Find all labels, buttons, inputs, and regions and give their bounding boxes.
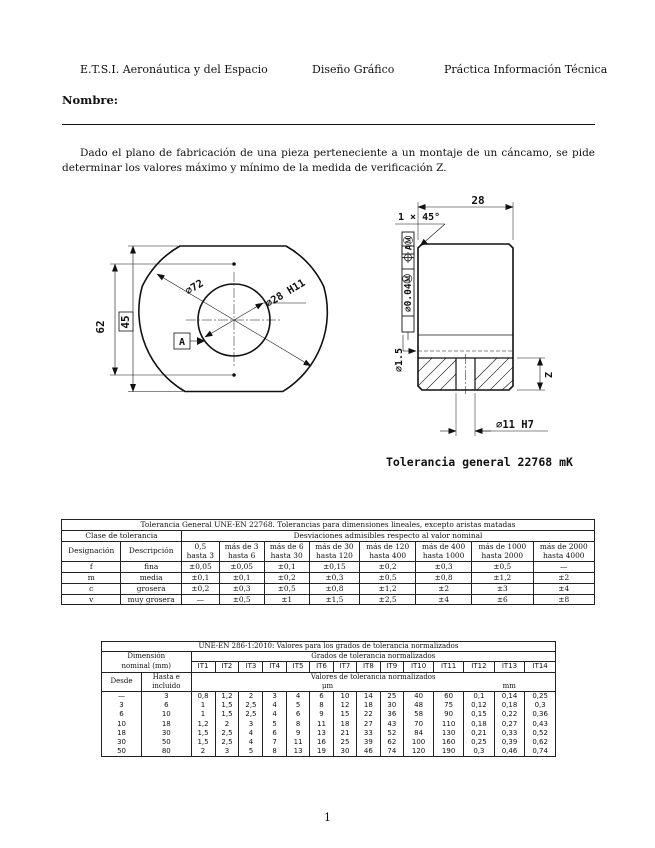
table-cell: 0,12 bbox=[464, 701, 495, 710]
range-from: más de 30 bbox=[315, 541, 354, 551]
table-cell: 0,39 bbox=[494, 738, 525, 747]
grade-header: IT2 bbox=[215, 662, 239, 672]
range-from: 0,5 bbox=[194, 541, 207, 551]
table-cell: 2 bbox=[239, 692, 263, 702]
table-cell: 9 bbox=[286, 729, 309, 738]
table-cell: — bbox=[533, 562, 595, 573]
table1-range-header bbox=[360, 541, 416, 562]
table-cell: ±2 bbox=[416, 583, 472, 594]
table-cell: 6 bbox=[310, 692, 333, 702]
table-row bbox=[102, 692, 556, 702]
grade-header: IT1 bbox=[191, 662, 215, 672]
table-cell: 30 bbox=[142, 729, 192, 738]
table-cell: 3 bbox=[142, 692, 192, 702]
table-cell: 1,2 bbox=[191, 720, 215, 729]
table-cell: 110 bbox=[434, 720, 464, 729]
header-practice: Práctica Información Técnica bbox=[444, 63, 608, 76]
table-cell: 100 bbox=[404, 738, 434, 747]
range-from: más de 400 bbox=[422, 541, 466, 551]
table-cell: ±1,5 bbox=[309, 594, 359, 605]
table-cell: 36 bbox=[380, 710, 403, 719]
dim-62-label: 62 bbox=[94, 320, 107, 334]
gtol-tolerance: ⌀0.04Ⓜ bbox=[403, 273, 414, 313]
table-cell: 5 bbox=[239, 747, 263, 757]
table-cell: 27 bbox=[357, 720, 380, 729]
table-cell: media bbox=[121, 572, 182, 583]
table-cell: ±0,1 bbox=[182, 572, 220, 583]
table-cell: 2,5 bbox=[239, 710, 263, 719]
table-cell: 25 bbox=[333, 738, 356, 747]
table1-col-descripcion: Descripción bbox=[121, 541, 182, 562]
table-cell: m bbox=[62, 572, 121, 583]
front-view bbox=[110, 246, 327, 392]
table-cell: 10 bbox=[142, 710, 192, 719]
table-cell: 0,36 bbox=[525, 710, 556, 719]
range-from: más de 1000 bbox=[478, 541, 527, 551]
dim-45-label: 45 bbox=[119, 315, 132, 329]
table-cell: ±0,5 bbox=[219, 594, 264, 605]
table1-title: Tolerancia General UNE-EN 22768. Tolerancias para dimensiones lineales, excepto aristas matadas bbox=[62, 520, 595, 531]
table-cell: 19 bbox=[310, 747, 333, 757]
range-to: hasta 3 bbox=[186, 551, 215, 561]
table-row bbox=[102, 720, 556, 729]
table-cell: 6 bbox=[286, 710, 309, 719]
table-cell: 0,15 bbox=[464, 710, 495, 719]
table-cell: 1,5 bbox=[215, 710, 239, 719]
table-cell: 13 bbox=[286, 747, 309, 757]
table-cell: 2 bbox=[215, 720, 239, 729]
nombre-label: Nombre: bbox=[62, 93, 119, 107]
table-cell: 0,21 bbox=[464, 729, 495, 738]
table-cell: 4 bbox=[263, 710, 286, 719]
table-cell: — bbox=[102, 692, 142, 702]
table-cell: 52 bbox=[380, 729, 403, 738]
table-cell: c bbox=[62, 583, 121, 594]
table-cell: fina bbox=[121, 562, 182, 573]
range-to: hasta 120 bbox=[316, 551, 353, 561]
table2-title: UNE-EN 286-1:2010: Valores para los grados de tolerancia normalizados bbox=[102, 642, 556, 652]
table-cell: 4 bbox=[239, 729, 263, 738]
grade-header: IT12 bbox=[464, 662, 495, 672]
table-cell: 2,5 bbox=[239, 701, 263, 710]
table1-range-header bbox=[264, 541, 309, 562]
table2-unit-mm: mm bbox=[464, 682, 556, 692]
table-cell: ±0,8 bbox=[416, 572, 472, 583]
table-cell: 10 bbox=[333, 692, 356, 702]
table-row bbox=[102, 710, 556, 719]
range-to: hasta 6 bbox=[227, 551, 256, 561]
table-cell: 15 bbox=[333, 710, 356, 719]
range-to: hasta 4000 bbox=[543, 551, 585, 561]
table-cell: ±8 bbox=[533, 594, 595, 605]
table-cell: 14 bbox=[357, 692, 380, 702]
table-cell: ±2,5 bbox=[360, 594, 416, 605]
table1-desv-header: Desviaciones admisibles respecto al valor nominal bbox=[182, 530, 595, 541]
table-cell: ±0,1 bbox=[219, 572, 264, 583]
table-cell: 1,5 bbox=[191, 738, 215, 747]
grade-header: IT3 bbox=[239, 662, 263, 672]
table-cell: 30 bbox=[333, 747, 356, 757]
grade-header: IT7 bbox=[333, 662, 356, 672]
table-cell: 0,62 bbox=[525, 738, 556, 747]
table-cell: 33 bbox=[357, 729, 380, 738]
table-cell: ±4 bbox=[416, 594, 472, 605]
table-cell: 70 bbox=[404, 720, 434, 729]
table2-hasta-2: incluido bbox=[142, 682, 192, 692]
page-number: 1 bbox=[324, 811, 331, 824]
table-cell: ±2 bbox=[533, 572, 595, 583]
table-cell: 5 bbox=[286, 701, 309, 710]
table-cell: 60 bbox=[434, 692, 464, 702]
table-cell: 0,43 bbox=[525, 720, 556, 729]
table-cell: 9 bbox=[310, 710, 333, 719]
table1-range-header bbox=[182, 541, 220, 562]
table-cell: 13 bbox=[310, 729, 333, 738]
dim-28-label: 28 bbox=[471, 194, 485, 207]
table-cell: 0,18 bbox=[464, 720, 495, 729]
table-cell: 0,74 bbox=[525, 747, 556, 757]
grade-header: IT5 bbox=[286, 662, 309, 672]
range-to: hasta 1000 bbox=[422, 551, 465, 561]
range-to: hasta 30 bbox=[270, 551, 303, 561]
dim-phi28-label: ⌀28 H11 bbox=[263, 276, 308, 310]
table-cell: 6 bbox=[142, 701, 192, 710]
table2-dim-header-1: Dimensión bbox=[102, 652, 192, 662]
table-cell: 3 bbox=[239, 720, 263, 729]
table-cell: 48 bbox=[404, 701, 434, 710]
table-cell: f bbox=[62, 562, 121, 573]
range-to: hasta 400 bbox=[369, 551, 407, 561]
table-cell: 46 bbox=[357, 747, 380, 757]
table1-range-header bbox=[533, 541, 595, 562]
table-cell: ±0,2 bbox=[360, 562, 416, 573]
dim-phi72-label: ⌀72 bbox=[183, 277, 206, 298]
table-cell: ±3 bbox=[472, 583, 533, 594]
table2-grades-header: Grados de tolerancia normalizados bbox=[191, 652, 555, 662]
table-cell: 1,2 bbox=[215, 692, 239, 702]
table-cell: 8 bbox=[310, 701, 333, 710]
table-cell: ±0,2 bbox=[264, 572, 309, 583]
gtol-datum: AⓂ bbox=[404, 235, 415, 251]
table-row bbox=[62, 572, 595, 583]
table-cell: 40 bbox=[404, 692, 434, 702]
table-cell: 0,27 bbox=[494, 720, 525, 729]
table-cell: 6 bbox=[102, 710, 142, 719]
table-cell: 4 bbox=[263, 701, 286, 710]
table-cell: 3 bbox=[215, 747, 239, 757]
table1-col-designacion: Designación bbox=[62, 541, 121, 562]
table-cell: 18 bbox=[333, 720, 356, 729]
table-row bbox=[62, 583, 595, 594]
datum-a-label: A bbox=[178, 337, 186, 348]
table-cell: ±0,5 bbox=[472, 562, 533, 573]
grade-header: IT14 bbox=[525, 662, 556, 672]
table-cell: 4 bbox=[239, 738, 263, 747]
table-cell: 39 bbox=[357, 738, 380, 747]
table-cell: 3 bbox=[102, 701, 142, 710]
table-cell: 7 bbox=[263, 738, 286, 747]
table-cell: 25 bbox=[380, 692, 403, 702]
table-cell: ±1,2 bbox=[472, 572, 533, 583]
table2-valores-header: Valores de tolerancia normalizados bbox=[191, 672, 555, 682]
general-tolerance-note: Tolerancia general 22768 mK bbox=[386, 455, 573, 469]
table-cell: 1,5 bbox=[215, 701, 239, 710]
table1-clase-header: Clase de tolerancia bbox=[62, 530, 182, 541]
table-cell: 18 bbox=[102, 729, 142, 738]
grade-header: IT10 bbox=[404, 662, 434, 672]
table-cell: 4 bbox=[286, 692, 309, 702]
table-cell: ±4 bbox=[533, 583, 595, 594]
table-cell: ±0,5 bbox=[360, 572, 416, 583]
table-cell: ±0,05 bbox=[219, 562, 264, 573]
table-cell: 50 bbox=[102, 747, 142, 757]
table-cell: 62 bbox=[380, 738, 403, 747]
phi15-label: ⌀1.5 bbox=[394, 347, 405, 373]
table-cell: 0,33 bbox=[494, 729, 525, 738]
table-cell: muy grosera bbox=[121, 594, 182, 605]
table-cell: 58 bbox=[404, 710, 434, 719]
grade-header: IT9 bbox=[380, 662, 403, 672]
table-row bbox=[102, 738, 556, 747]
range-from: más de 3 bbox=[224, 541, 259, 551]
side-view bbox=[395, 202, 548, 436]
table-cell: 22 bbox=[357, 710, 380, 719]
table-cell: 21 bbox=[333, 729, 356, 738]
table-row bbox=[62, 594, 595, 605]
table-cell: 0,52 bbox=[525, 729, 556, 738]
table-cell: 2,5 bbox=[215, 729, 239, 738]
table-cell: 8 bbox=[263, 747, 286, 757]
table2-unit-um: μm bbox=[191, 682, 464, 692]
table2-dim-header-2: nominal (mm) bbox=[102, 662, 192, 672]
table-cell: 74 bbox=[380, 747, 403, 757]
table-cell: 0,22 bbox=[494, 710, 525, 719]
table-cell: 0,8 bbox=[191, 692, 215, 702]
table-cell: 0,18 bbox=[494, 701, 525, 710]
table-row bbox=[102, 747, 556, 757]
grade-header: IT11 bbox=[434, 662, 464, 672]
table-cell: 0,1 bbox=[464, 692, 495, 702]
table-cell: ±0,15 bbox=[309, 562, 359, 573]
table-cell: 84 bbox=[404, 729, 434, 738]
table1-range-header bbox=[472, 541, 533, 562]
table-cell: ±0,3 bbox=[309, 572, 359, 583]
table-cell: 2 bbox=[191, 747, 215, 757]
table-cell: 80 bbox=[142, 747, 192, 757]
dim-z-label: Z bbox=[544, 371, 555, 379]
table-cell: 1,5 bbox=[191, 729, 215, 738]
header-course: Diseño Gráfico bbox=[312, 63, 395, 76]
table-cell: 18 bbox=[142, 720, 192, 729]
table-cell: 2,5 bbox=[215, 738, 239, 747]
table-cell: 30 bbox=[102, 738, 142, 747]
table-cell: — bbox=[182, 594, 220, 605]
table-cell: 30 bbox=[380, 701, 403, 710]
table-cell: 130 bbox=[434, 729, 464, 738]
range-to: hasta 2000 bbox=[481, 551, 524, 561]
grade-header: IT6 bbox=[310, 662, 333, 672]
table-cell: 3 bbox=[263, 692, 286, 702]
table-cell: 1 bbox=[191, 710, 215, 719]
table-cell: 11 bbox=[286, 738, 309, 747]
table-cell: 50 bbox=[142, 738, 192, 747]
table-cell: 43 bbox=[380, 720, 403, 729]
table-cell: 190 bbox=[434, 747, 464, 757]
table-cell: ±0,5 bbox=[264, 583, 309, 594]
table-cell: grosera bbox=[121, 583, 182, 594]
table-cell: 8 bbox=[286, 720, 309, 729]
table-cell: 18 bbox=[357, 701, 380, 710]
table1-range-header bbox=[416, 541, 472, 562]
table-general-tolerance bbox=[61, 519, 595, 605]
table-cell: ±0,3 bbox=[416, 562, 472, 573]
intro-paragraph: Dado el plano de fabricación de una pieza perteneciente a un montaje de un cáncamo, se pide determinar los valores máximo y mínimo de la medida de verificación Z. bbox=[62, 147, 595, 174]
table-cell: 6 bbox=[263, 729, 286, 738]
table-cell: ±0,8 bbox=[309, 583, 359, 594]
table-cell: ±0,2 bbox=[182, 583, 220, 594]
grade-header: IT13 bbox=[494, 662, 525, 672]
table-cell: 1 bbox=[191, 701, 215, 710]
range-from: más de 6 bbox=[269, 541, 304, 551]
table-cell: 16 bbox=[310, 738, 333, 747]
table-it-grades bbox=[101, 641, 556, 757]
table1-range-header bbox=[309, 541, 359, 562]
phi11-label: ⌀11 H7 bbox=[496, 419, 534, 431]
table-cell: 0,46 bbox=[494, 747, 525, 757]
table-cell: ±6 bbox=[472, 594, 533, 605]
table-row bbox=[62, 562, 595, 573]
table-cell: 12 bbox=[333, 701, 356, 710]
table-row bbox=[102, 701, 556, 710]
table-cell: ±0,1 bbox=[264, 562, 309, 573]
grade-header: IT8 bbox=[357, 662, 380, 672]
table2-desde: Desde bbox=[102, 672, 142, 691]
table-cell: 0,3 bbox=[464, 747, 495, 757]
table2-hasta-1: Hasta e bbox=[142, 672, 192, 682]
table-cell: ±0,3 bbox=[219, 583, 264, 594]
table-cell: 160 bbox=[434, 738, 464, 747]
range-from: más de 120 bbox=[366, 541, 410, 551]
table-cell: ±0,05 bbox=[182, 562, 220, 573]
table-cell: 0,14 bbox=[494, 692, 525, 702]
table1-range-header bbox=[219, 541, 264, 562]
table-cell: 11 bbox=[310, 720, 333, 729]
table-row bbox=[102, 729, 556, 738]
table-cell: 0,25 bbox=[464, 738, 495, 747]
grade-header: IT4 bbox=[263, 662, 286, 672]
chamfer-label: 1 × 45° bbox=[398, 212, 441, 223]
table-cell: 120 bbox=[404, 747, 434, 757]
table-cell: 5 bbox=[263, 720, 286, 729]
table-cell: ±1 bbox=[264, 594, 309, 605]
range-from: más de 2000 bbox=[539, 541, 588, 551]
table-cell: 0,3 bbox=[525, 701, 556, 710]
table-cell: 90 bbox=[434, 710, 464, 719]
table-cell: ±1,2 bbox=[360, 583, 416, 594]
table-cell: 75 bbox=[434, 701, 464, 710]
header-school: E.T.S.I. Aeronáutica y del Espacio bbox=[80, 63, 268, 76]
table-cell: v bbox=[62, 594, 121, 605]
table-cell: 0,25 bbox=[525, 692, 556, 702]
table-cell: 10 bbox=[102, 720, 142, 729]
